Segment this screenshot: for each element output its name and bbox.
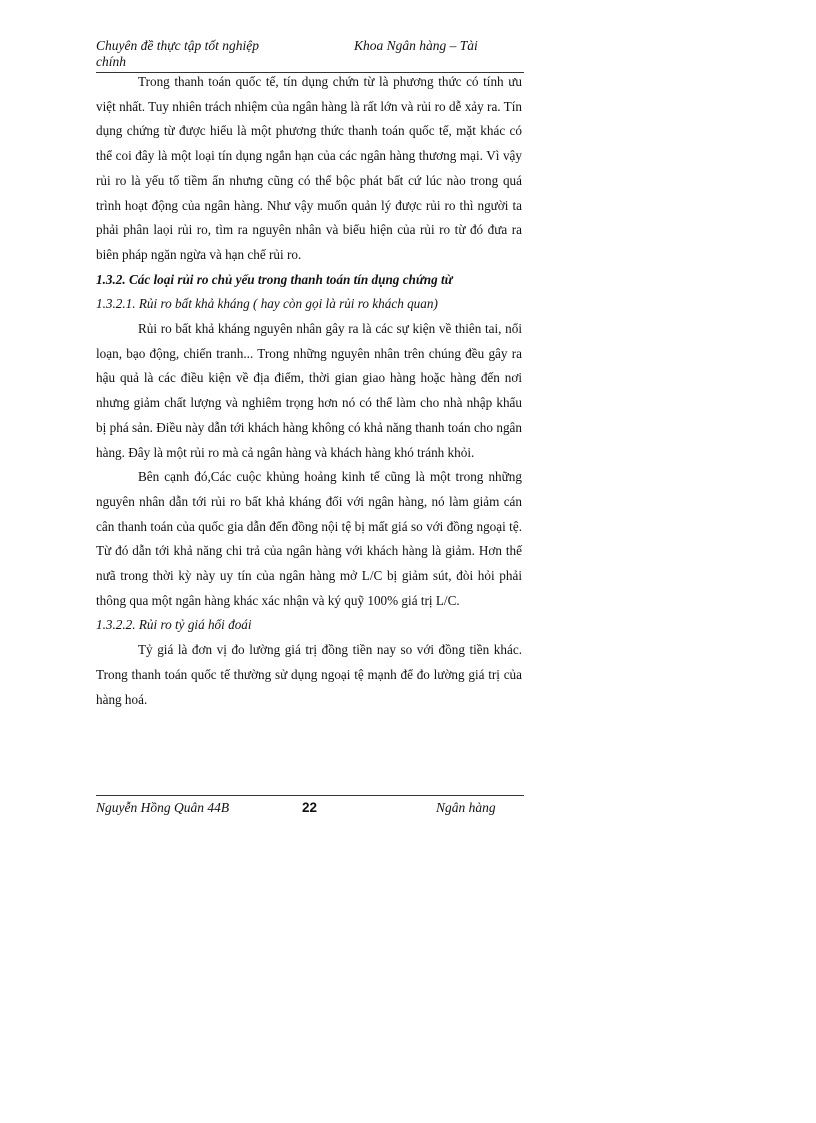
page-header [96,38,524,73]
paragraph-exchange-rate: Tỷ giá là đơn vị đo lường giá trị đồng tiền nay so với đồng tiền khác. Trong thanh toán quốc tế thường sử dụng ngoại tệ mạnh để đo lường giá trị của hàng hoá. [96,642,522,707]
paragraph-intro: Trong thanh toán quốc tế, tín dụng chứn từ là phương thức có tính ưu việt nhất. Tuy nhiên trách nhiệm của ngân hàng là rất lớn và rủi ro dễ xảy ra. Tín dụng chứng từ được hiểu là một phương thức thanh toán quốc tế, mặt khác có thể coi đây là một loại tín dụng ngắn hạn của các ngân hàng thương mại. Vì vậy rủi ro là yếu tố tiềm ẩn nhưng cũng có thể bộc phát bất cứ lúc nào trong quá trình hoạt động của ngân hàng. Như vậy muốn quản lý được rủi ro thì người ta phải phân laọi rủi ro, tìm ra nguyên nhân và biểu hiện của rủi ro từ đó đưa ra biên pháp ngăn ngừa và hạn chế rủi ro. [96,74,522,262]
subsection-heading-1-3-2-2: 1.3.2.2. Rủi ro tỷ giá hối đoái [96,617,252,633]
footer-department: Ngân hàng [436,800,496,815]
section-heading-1-3-2: 1.3.2. Các loại rủi ro chủ yếu trong thanh toán tín dụng chứng từ [96,271,453,287]
paragraph-economic-crisis: Bên cạnh đó,Các cuộc khủng hoảng kinh tế cũng là một trong những nguyên nhân dẫn tới rủi ro bất khả kháng đối với ngân hàng, nó làm giảm cán cân thanh toán của quốc gia dẫn đến đồng nội tệ bị mất giá so với đồng ngoại tệ. Từ đó dẫn tới khả năng chi trả của ngân hàng với khách hàng là giảm. Hơn thế nưã trong thời kỳ này uy tín của ngân hàng mở L/C bị giảm sút, đòi hỏi phải thông qua một ngân hàng khác xác nhận và ký quỹ 100% giá trị L/C. [96,469,522,608]
header-right-text: Khoa Ngân hàng – Tài [354,38,478,53]
page-content [96,70,522,712]
page-number: 22 [302,800,318,815]
footer-author: Nguyễn Hồng Quân 44B [96,800,230,815]
page-footer [96,795,524,836]
paragraph-force-majeure: Rủi ro bất khả kháng nguyên nhân gây ra là các sự kiện về thiên tai, nổi loạn, bạo động, chiến tranh... Trong những nguyên nhân trên chúng đều gây ra hậu quả là các điều kiện về địa điểm, thời gian giao hàng hoặc hàng đến nơi nhưng giảm chất lượng và nghiêm trọng hơn nó có thể làm cho nhà nhập khẩu bị phá sản. Điều này dẫn tới khách hàng không có khả năng thanh toán cho ngân hàng. Đây là một rủi ro mà cả ngân hàng và khách hàng khó tránh khỏi. [96,321,522,460]
header-left-text: Chuyên đề thực tập tốt nghiệp chính [96,38,259,69]
subsection-heading-1-3-2-1: 1.3.2.1. Rủi ro bất khả kháng ( hay còn gọi là rủi ro khách quan) [96,296,438,312]
